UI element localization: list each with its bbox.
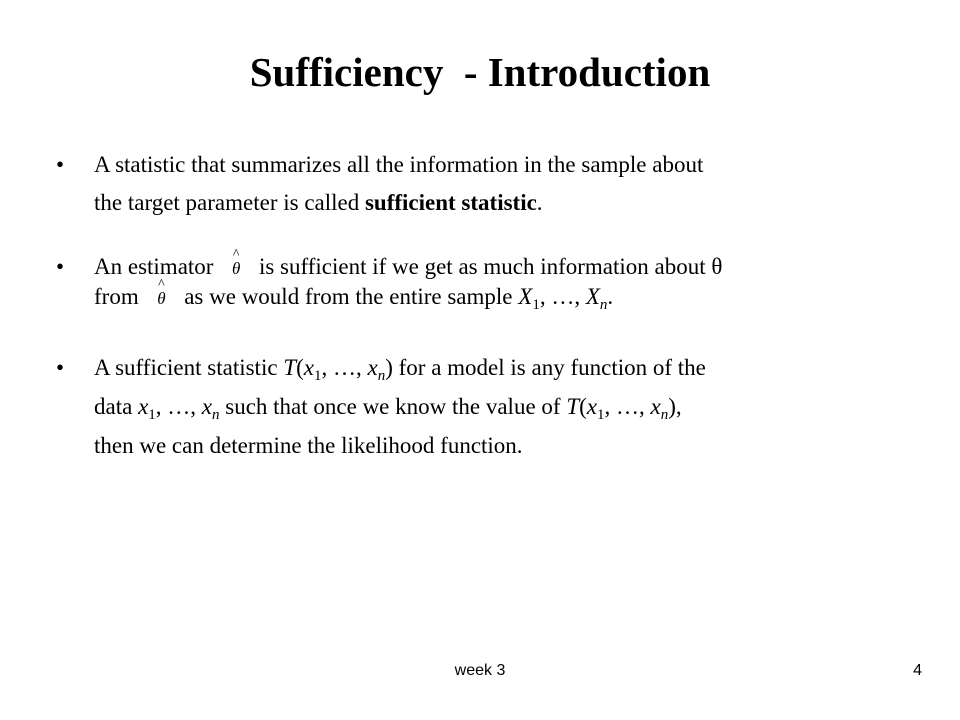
bullet-marker: • <box>56 152 65 177</box>
slide-title: Sufficiency - Introduction <box>249 49 711 95</box>
theta-hat-symbol: ^ θ <box>157 277 166 308</box>
bullet-marker: • <box>56 355 65 380</box>
bullet-sufficient-estimator <box>56 247 916 313</box>
bullet-sufficient-statistic-definition <box>56 146 916 222</box>
bullet-text: An estimator ^ θ is sufficient if we get as much information about θ from ^ θ as we would from the entire sample $X_1$, …, $X_n$. <box>94 247 723 313</box>
bold-term: sufficient statistic <box>364 190 537 215</box>
theta-hat-symbol: ^ θ <box>232 247 241 278</box>
bullet-text: A statistic that summarizes all the information in the sample about the target parameter is called sufficient statistic. <box>94 152 704 215</box>
footer-week-label: week 3 <box>454 662 506 679</box>
page-number: 4 <box>913 662 922 679</box>
bullet-marker: • <box>56 254 65 279</box>
bullet-sufficient-statistic-model <box>56 348 916 465</box>
bullet-text: A sufficient statistic $T(x_1$, …, $x_n$) for a model is any function of the data $x_1$, …, $x_n$ such that once we know the value of $T(x_1$, …, $x_n$), then we can determine the likelihood function. <box>94 355 706 458</box>
